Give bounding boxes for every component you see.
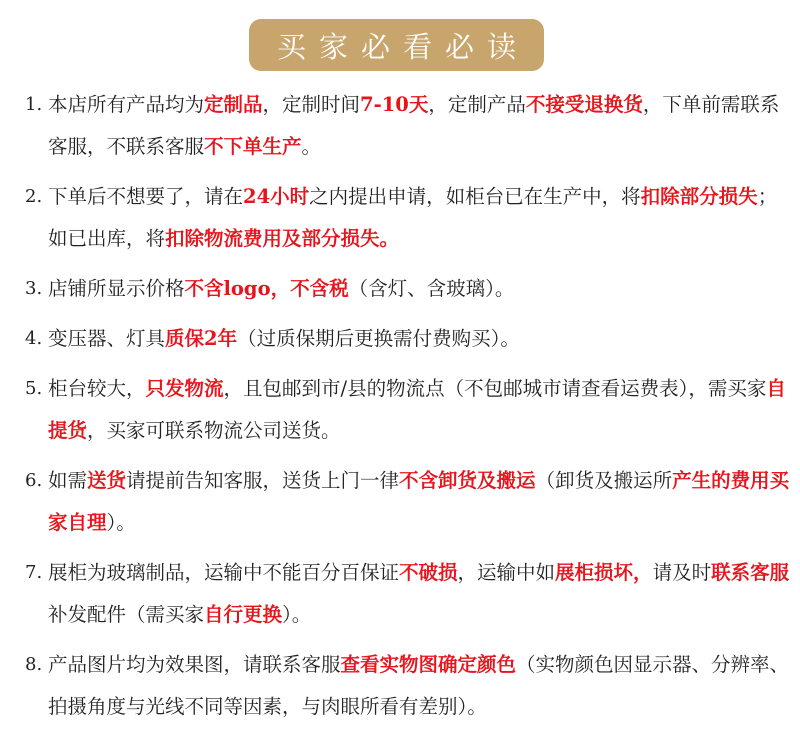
highlight-text: 扣除物流费用及部分损失。: [165, 227, 400, 250]
rule-number: 6.: [25, 470, 43, 491]
rule-text-segment: 展柜为玻璃制品，运输中不能百分百保证: [48, 561, 400, 584]
rule-text: [48, 552, 794, 636]
rule-item: [0, 644, 800, 728]
highlight-text: 定制品: [204, 93, 263, 116]
highlight-text: 只发物流: [145, 377, 224, 400]
highlight-text: 送货: [87, 469, 127, 492]
highlight-text: 展柜损坏，: [555, 561, 653, 584]
rule-text-segment: ，且包邮到市/县的物流点（不包邮城市请查看运费表），需买家: [223, 377, 767, 400]
rule-text-segment: ）。: [106, 511, 136, 534]
highlight-text: 不破损: [399, 561, 458, 584]
highlight-text: 联系客服: [711, 561, 790, 584]
rule-item: [0, 318, 800, 360]
rule-item: [0, 176, 800, 260]
rule-item: [0, 268, 800, 310]
rule-text-segment: 下单后不想要了，请在: [48, 185, 244, 208]
rule-text-segment: 如需: [48, 469, 88, 492]
highlight-text: 自提货: [48, 377, 786, 442]
highlight-text: 质保2年: [165, 327, 238, 350]
title-badge: 买家必看必读: [249, 19, 544, 71]
rule-text-segment: ，下单前需联系客服，不联系客服: [48, 93, 780, 158]
rule-number: 3.: [25, 278, 43, 299]
rule-text-segment: ，定制时间: [262, 93, 361, 116]
highlight-text: 24小时: [243, 185, 310, 208]
rule-item: [0, 552, 800, 636]
rule-text: [48, 644, 794, 728]
rule-text-segment: 请及时: [652, 561, 712, 584]
rule-text: [48, 318, 794, 360]
rule-text-segment: 产品图片均为效果图，请联系客服: [48, 653, 341, 676]
rule-text-segment: ，定制产品: [428, 93, 526, 116]
rule-text: [48, 84, 794, 168]
rule-text-segment: 变压器、灯具: [48, 327, 166, 350]
rule-text-segment: 之内提出申请，如柜台已在生产中，将: [309, 185, 641, 208]
rule-text-segment: ，运输中如: [457, 561, 556, 584]
highlight-text: 不含logo，不含税: [184, 277, 349, 300]
rule-text-segment: 本店所有产品均为: [48, 93, 205, 116]
rule-text: [48, 268, 794, 310]
highlight-text: 不含卸货及搬运: [399, 469, 536, 492]
rule-text-segment: ；如已出库，将: [48, 185, 778, 250]
highlight-text: 扣除部分损失: [640, 185, 758, 208]
highlight-text: 7-10天: [360, 93, 429, 116]
rule-number: 2.: [25, 186, 43, 207]
rule-text: [48, 176, 794, 260]
rule-text: [48, 460, 794, 544]
rule-text-segment: （过质保期后更换需付费购买）。: [237, 327, 520, 350]
rules-list: [0, 84, 800, 736]
highlight-text: 查看实物图确定颜色: [340, 653, 517, 676]
highlight-text: 不接受退换货: [525, 93, 643, 116]
rule-item: [0, 84, 800, 168]
rule-text-segment: （含灯、含玻璃）。: [348, 277, 515, 300]
rule-text-segment: （卸货及搬运所: [535, 469, 673, 492]
rule-text-segment: 店铺所显示价格: [48, 277, 185, 300]
rule-text-segment: 请提前告知客服，送货上门一律: [126, 469, 400, 492]
rule-text-segment: 补发配件（需买家: [48, 603, 205, 626]
rule-number: 1.: [25, 94, 43, 115]
highlight-text: 不下单生产: [204, 135, 302, 158]
rule-text-segment: ，买家可联系物流公司送货。: [87, 419, 341, 442]
highlight-text: 产生的费用买家自理: [48, 469, 790, 534]
rule-text-segment: 。: [301, 135, 322, 158]
rule-item: [0, 460, 800, 544]
rule-item: [0, 368, 800, 452]
rule-text: [48, 368, 794, 452]
rule-text-segment: （实物颜色因显示器、分辨率、拍摄角度与光线不同等因素，与肉眼所看有差别）。: [48, 653, 790, 718]
highlight-text: 自行更换: [204, 603, 283, 626]
rule-number: 5.: [25, 378, 43, 399]
rule-number: 8.: [25, 654, 43, 675]
rule-number: 7.: [25, 562, 43, 583]
rule-number: 4.: [25, 328, 43, 349]
rule-text-segment: 柜台较大，: [48, 377, 146, 400]
rule-text-segment: ）。: [282, 603, 312, 626]
